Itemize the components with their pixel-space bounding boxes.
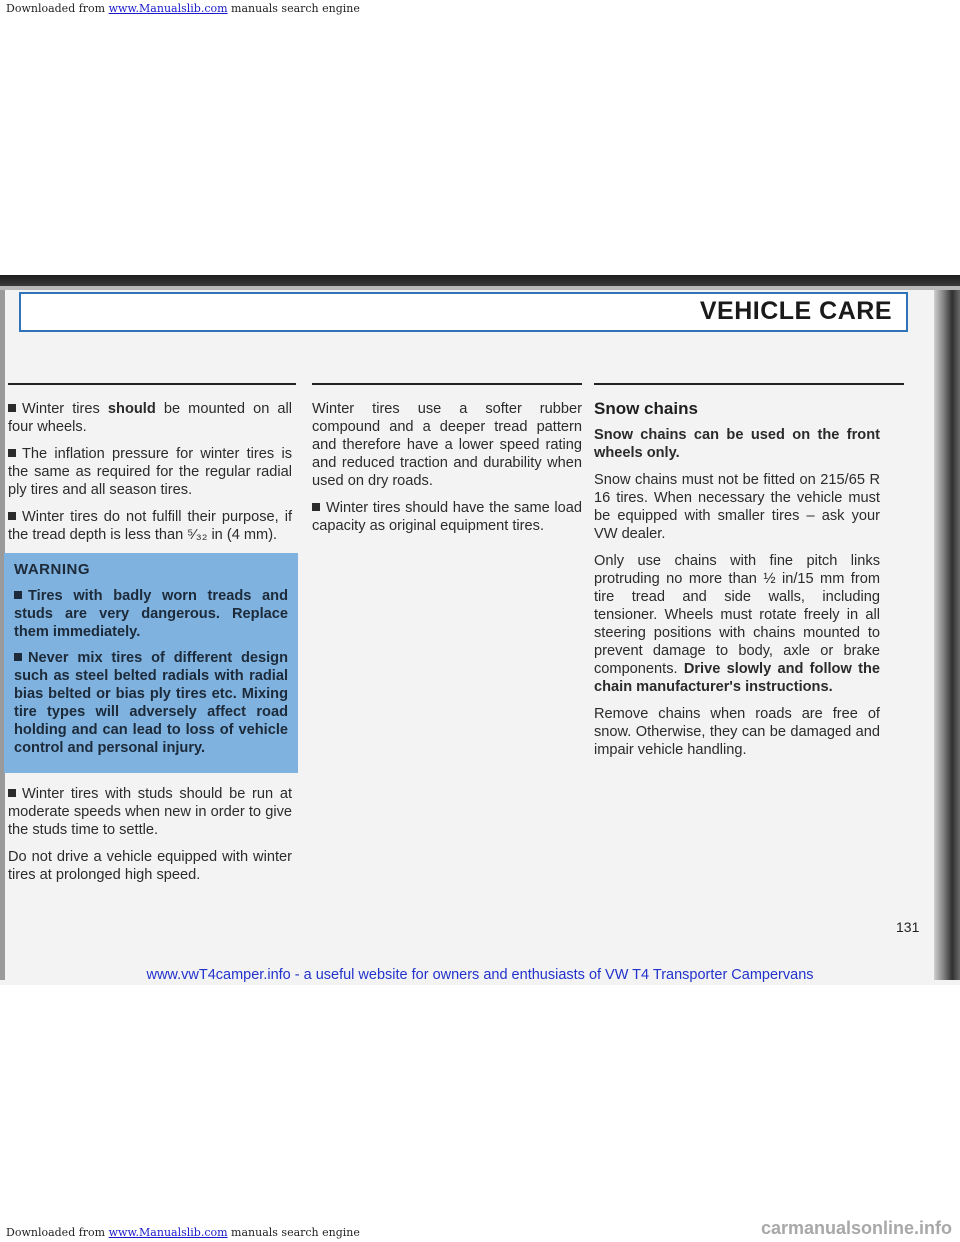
- column-rule-3: [594, 383, 904, 385]
- text: Never mix tires of different design such as steel belted radials with radial bias belted or bias ply tires etc. Mixing tire types will adversely affect road holding and can lead to loss of vehicle control and personal injury.: [14, 650, 288, 756]
- column-1: [8, 400, 292, 893]
- section-header-box: [19, 292, 908, 332]
- source-footer: [6, 1226, 360, 1239]
- source-header: [6, 2, 360, 15]
- paragraph: [8, 508, 292, 544]
- warning-item: [14, 649, 288, 757]
- source-prefix: Downloaded from: [6, 2, 109, 15]
- text: Winter tires with studs should be run at moderate speeds when new in order to give the studs time to settle.: [8, 786, 292, 838]
- bullet-icon: [8, 404, 16, 412]
- manualslib-link[interactable]: www.Manualslib.com: [108, 1226, 228, 1239]
- text: be mounted on all four wheels.: [8, 401, 292, 435]
- source-suffix: manuals search engine: [227, 2, 360, 15]
- text: The inflation pressure for winter tires is the same as required for the regular radial ply tires and all season tires.: [8, 446, 292, 498]
- paragraph: [594, 552, 880, 696]
- paragraph: Winter tires use a softer rubber compound and a deeper tread pattern and therefore have a lower speed rating and reduced traction and durability when used on dry roads.: [312, 401, 582, 489]
- paragraph: [8, 785, 292, 839]
- bullet-icon: [8, 512, 16, 520]
- text: Only use chains with fine pitch links protruding no more than ½ in/15 mm from tire tread and side walls, including tensioner. Wheels must rotate freely in all steering positions with chains mounted to prevent damage to body, axle or brake components.: [594, 553, 880, 677]
- right-binding: [934, 290, 960, 980]
- bullet-icon: [14, 591, 22, 599]
- text: Winter tires do not fulfill their purpose, if the tread depth is less than ⁵⁄₃₂ in (4 mm).: [8, 509, 292, 543]
- paragraph: Snow chains must not be fitted on 215/65 R 16 tires. When necessary the vehicle must be equipped with smaller tires – ask your VW dealer.: [594, 472, 880, 542]
- column-2: [312, 400, 582, 544]
- source-prefix: Downloaded from: [6, 1226, 109, 1239]
- snow-chains-heading: Snow chains: [594, 399, 698, 418]
- emphasis: should: [107, 401, 156, 417]
- footer-website-link[interactable]: www.vwT4camper.info - a useful website for owners and enthusiasts of VW T4 Transporter Campervans: [146, 967, 814, 983]
- top-rule: [0, 275, 960, 286]
- text: Winter tires should have the same load capacity as original equipment tires.: [312, 500, 582, 534]
- bullet-icon: [312, 503, 320, 511]
- paragraph: [312, 499, 582, 535]
- watermark-logo: carmanualsonline.info: [760, 1218, 952, 1238]
- paragraph: [8, 400, 292, 436]
- top-rule-shadow: [0, 286, 960, 290]
- manual-page: [0, 275, 960, 985]
- paragraph: Do not drive a vehicle equipped with winter tires at prolonged high speed.: [8, 849, 292, 883]
- warning-box: [4, 553, 298, 773]
- text: Tires with badly worn treads and studs are very dangerous. Replace them immediately.: [14, 588, 288, 640]
- bullet-icon: [14, 653, 22, 661]
- lead-paragraph: Snow chains can be used on the front wheels only.: [594, 427, 880, 461]
- column-3: [594, 400, 880, 768]
- paragraph: Remove chains when roads are free of snow. Otherwise, they can be damaged and impair vehicle handling.: [594, 706, 880, 758]
- column-rule-2: [312, 383, 582, 385]
- column-rule-1: [8, 383, 296, 385]
- paragraph: [8, 445, 292, 499]
- section-title: VEHICLE CARE: [699, 297, 892, 325]
- source-suffix: manuals search engine: [227, 1226, 360, 1239]
- warning-item: [14, 587, 288, 641]
- emphasis: Drive slowly and follow the chain manufacturer's instructions.: [594, 661, 880, 695]
- bullet-icon: [8, 789, 16, 797]
- warning-title: WARNING: [14, 561, 90, 578]
- bullet-icon: [8, 449, 16, 457]
- page-number: 131: [896, 919, 920, 935]
- text: Winter tires: [22, 401, 108, 417]
- manualslib-link[interactable]: www.Manualslib.com: [108, 2, 228, 15]
